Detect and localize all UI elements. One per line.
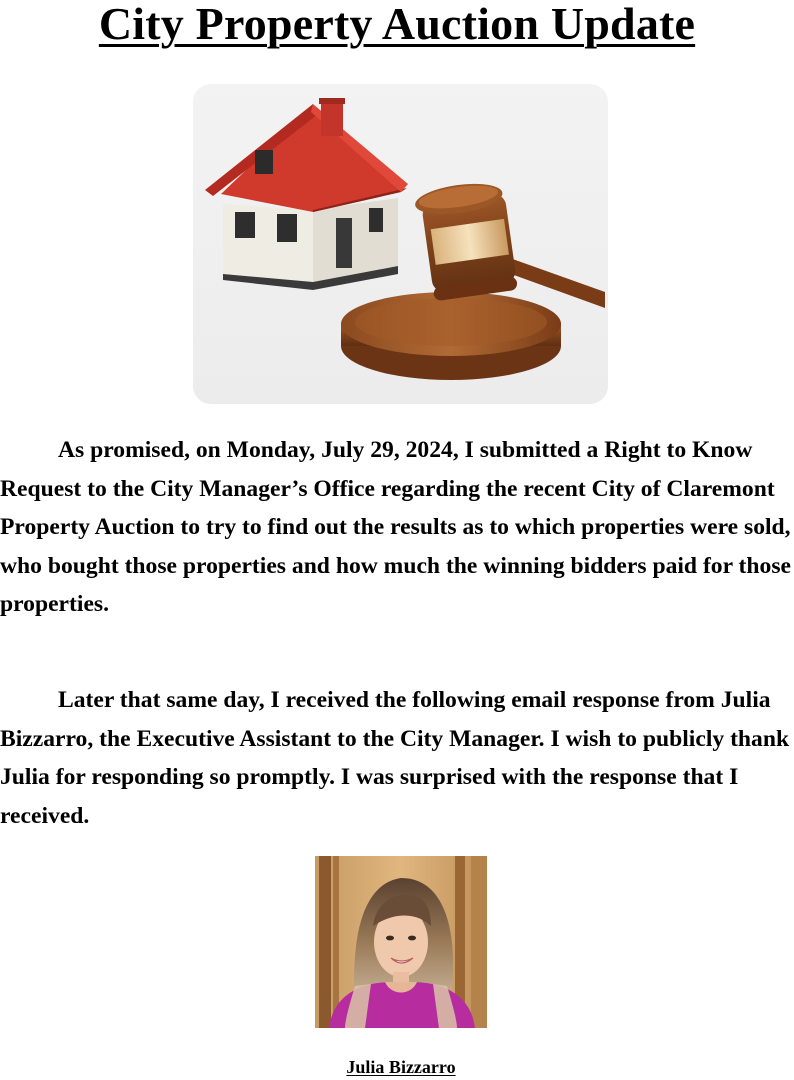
paragraph-request: As promised, on Monday, July 29, 2024, I submitted a Right to Know Request to the City Manager’s Office regarding the recent City of Claremont Property Auction to try to find out the results as to which properties were sold, who bought those properties and how much the winning bidders paid for those properties.	[0, 437, 791, 618]
house-gavel-image	[193, 84, 608, 404]
person-portrait-illustration	[315, 856, 487, 1028]
portrait-photo	[315, 856, 487, 1028]
house-gavel-illustration	[193, 84, 608, 404]
paragraph-response: Later that same day, I received the following email response from Julia Bizzarro, the Executive Assistant to the City Manager. I wish to publicly thank Julia for responding so promptly. I was surprised with the response that I received.	[0, 687, 790, 829]
page-title: City Property Auction Update	[98, 0, 696, 49]
portrait-caption: Julia Bizzarro	[346, 1057, 456, 1077]
